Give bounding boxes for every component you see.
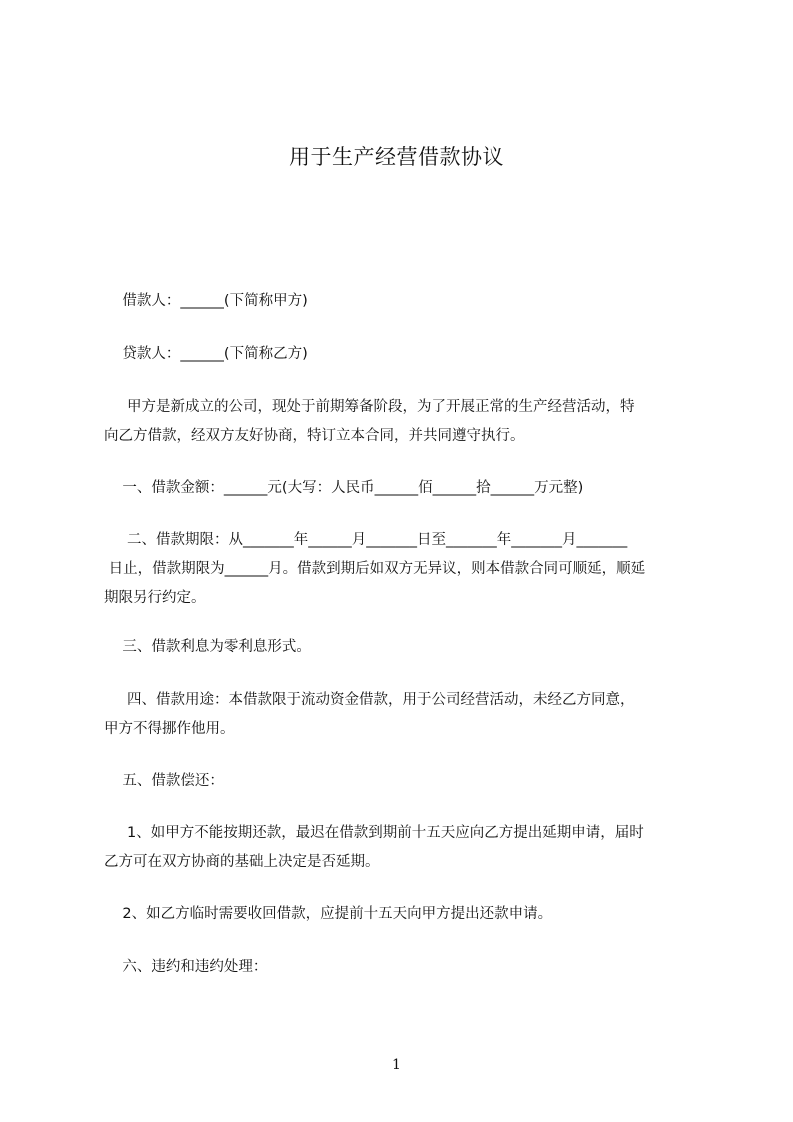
clause-repayment-item-1 — [104, 819, 694, 877]
clause-loan-term — [104, 526, 694, 613]
clause-interest — [104, 633, 694, 662]
paragraph-line: 乙方可在双方协商的基础上决定是否延期。 — [104, 854, 380, 870]
paragraph-line: 向乙方借款，经双方友好协商，特订立本合同，并共同遵守执行。 — [104, 428, 525, 444]
paragraph-line: 六、违约和违约处理： — [104, 959, 268, 975]
paragraph-line: 五、借款偿还： — [104, 773, 224, 789]
paragraph-line: 1、如甲方不能按期还款，最迟在借款到期前十五天应向乙方提出延期申请，届时 — [104, 825, 644, 841]
paragraph-lender — [104, 340, 694, 369]
paragraph-line: 四、借款用途：本借款限于流动资金借款，用于公司经营活动，未经乙方同意， — [104, 692, 635, 708]
paragraph-intro — [104, 393, 694, 451]
clause-loan-amount — [104, 474, 694, 503]
paragraph-line: 二、借款期限：从_______年______月_______日至_______年_______月_______ — [104, 532, 628, 548]
paragraph-line: 一、借款金额：______元(大写：人民币______佰______拾______万元整) — [104, 480, 584, 496]
document-title: 用于生产经营借款协议 — [289, 145, 504, 169]
paragraph-line: 甲方不得挪作他用。 — [104, 721, 235, 737]
page-number: 1 — [392, 1057, 401, 1073]
clause-breach — [104, 953, 694, 982]
paragraph-line: 贷款人：______(下简称乙方) — [104, 346, 308, 362]
paragraph-line: 甲方是新成立的公司，现处于前期筹备阶段，为了开展正常的生产经营活动，特 — [104, 399, 635, 415]
clause-repayment-item-2 — [104, 900, 694, 929]
paragraph-line: 借款人：______(下简称甲方) — [104, 293, 308, 309]
paragraph-line: 2、如乙方临时需要收回借款，应提前十五天向甲方提出还款申请。 — [104, 906, 553, 922]
clause-repayment — [104, 767, 694, 796]
paragraph-line: 期限另行约定。 — [104, 590, 206, 606]
clause-loan-purpose — [104, 686, 694, 744]
paragraph-line: 日止，借款期限为______月。借款到期后如双方无异议，则本借款合同可顺延，顺延 — [104, 561, 646, 577]
paragraph-line: 三、借款利息为零利息形式。 — [104, 639, 311, 655]
paragraph-borrower — [104, 287, 694, 316]
